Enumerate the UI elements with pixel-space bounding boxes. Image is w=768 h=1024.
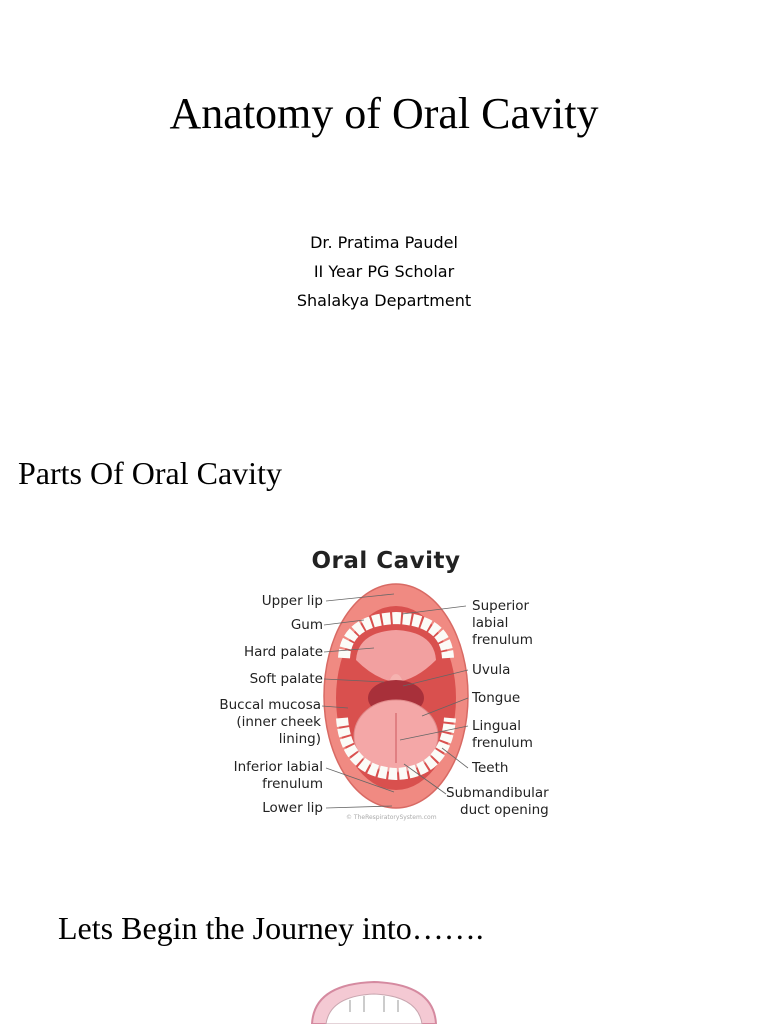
label-upper-lip: Upper lip [261,593,323,609]
label-soft-palate: Soft palate [249,671,323,687]
label-hard-palate: Hard palate [243,644,323,660]
label-gum: Gum [290,617,323,633]
label-teeth: Teeth [472,760,509,776]
author-year: II Year PG Scholar [313,262,455,281]
author-department: Shalakya Department [296,291,472,310]
image-credit: © TheRespiratorySystem.com [346,814,437,821]
journey-heading: Lets Begin the Journey into……. [58,910,484,946]
lips-illustration [304,978,444,1024]
label-submandibular-duct: Submandibular duct opening [446,785,549,818]
oral-cavity-figure [196,548,576,828]
author-block [0,228,768,315]
label-lingual-frenulum: Lingual frenulum [472,718,533,751]
label-lower-lip: Lower lip [262,800,323,816]
author-name: Dr. Pratima Paudel [310,233,458,252]
label-buccal-mucosa: Buccal mucosa (inner cheek lining) [219,697,321,747]
label-inferior-labial-frenulum: Inferior labial frenulum [233,759,323,792]
label-superior-labial-frenulum: Superior labial frenulum [472,598,533,648]
figure-title: Oral Cavity [311,548,461,574]
parts-heading: Parts Of Oral Cavity [18,455,282,491]
label-tongue: Tongue [472,690,521,706]
slide-title: Anatomy of Oral Cavity [169,89,599,138]
label-uvula: Uvula [472,662,511,678]
